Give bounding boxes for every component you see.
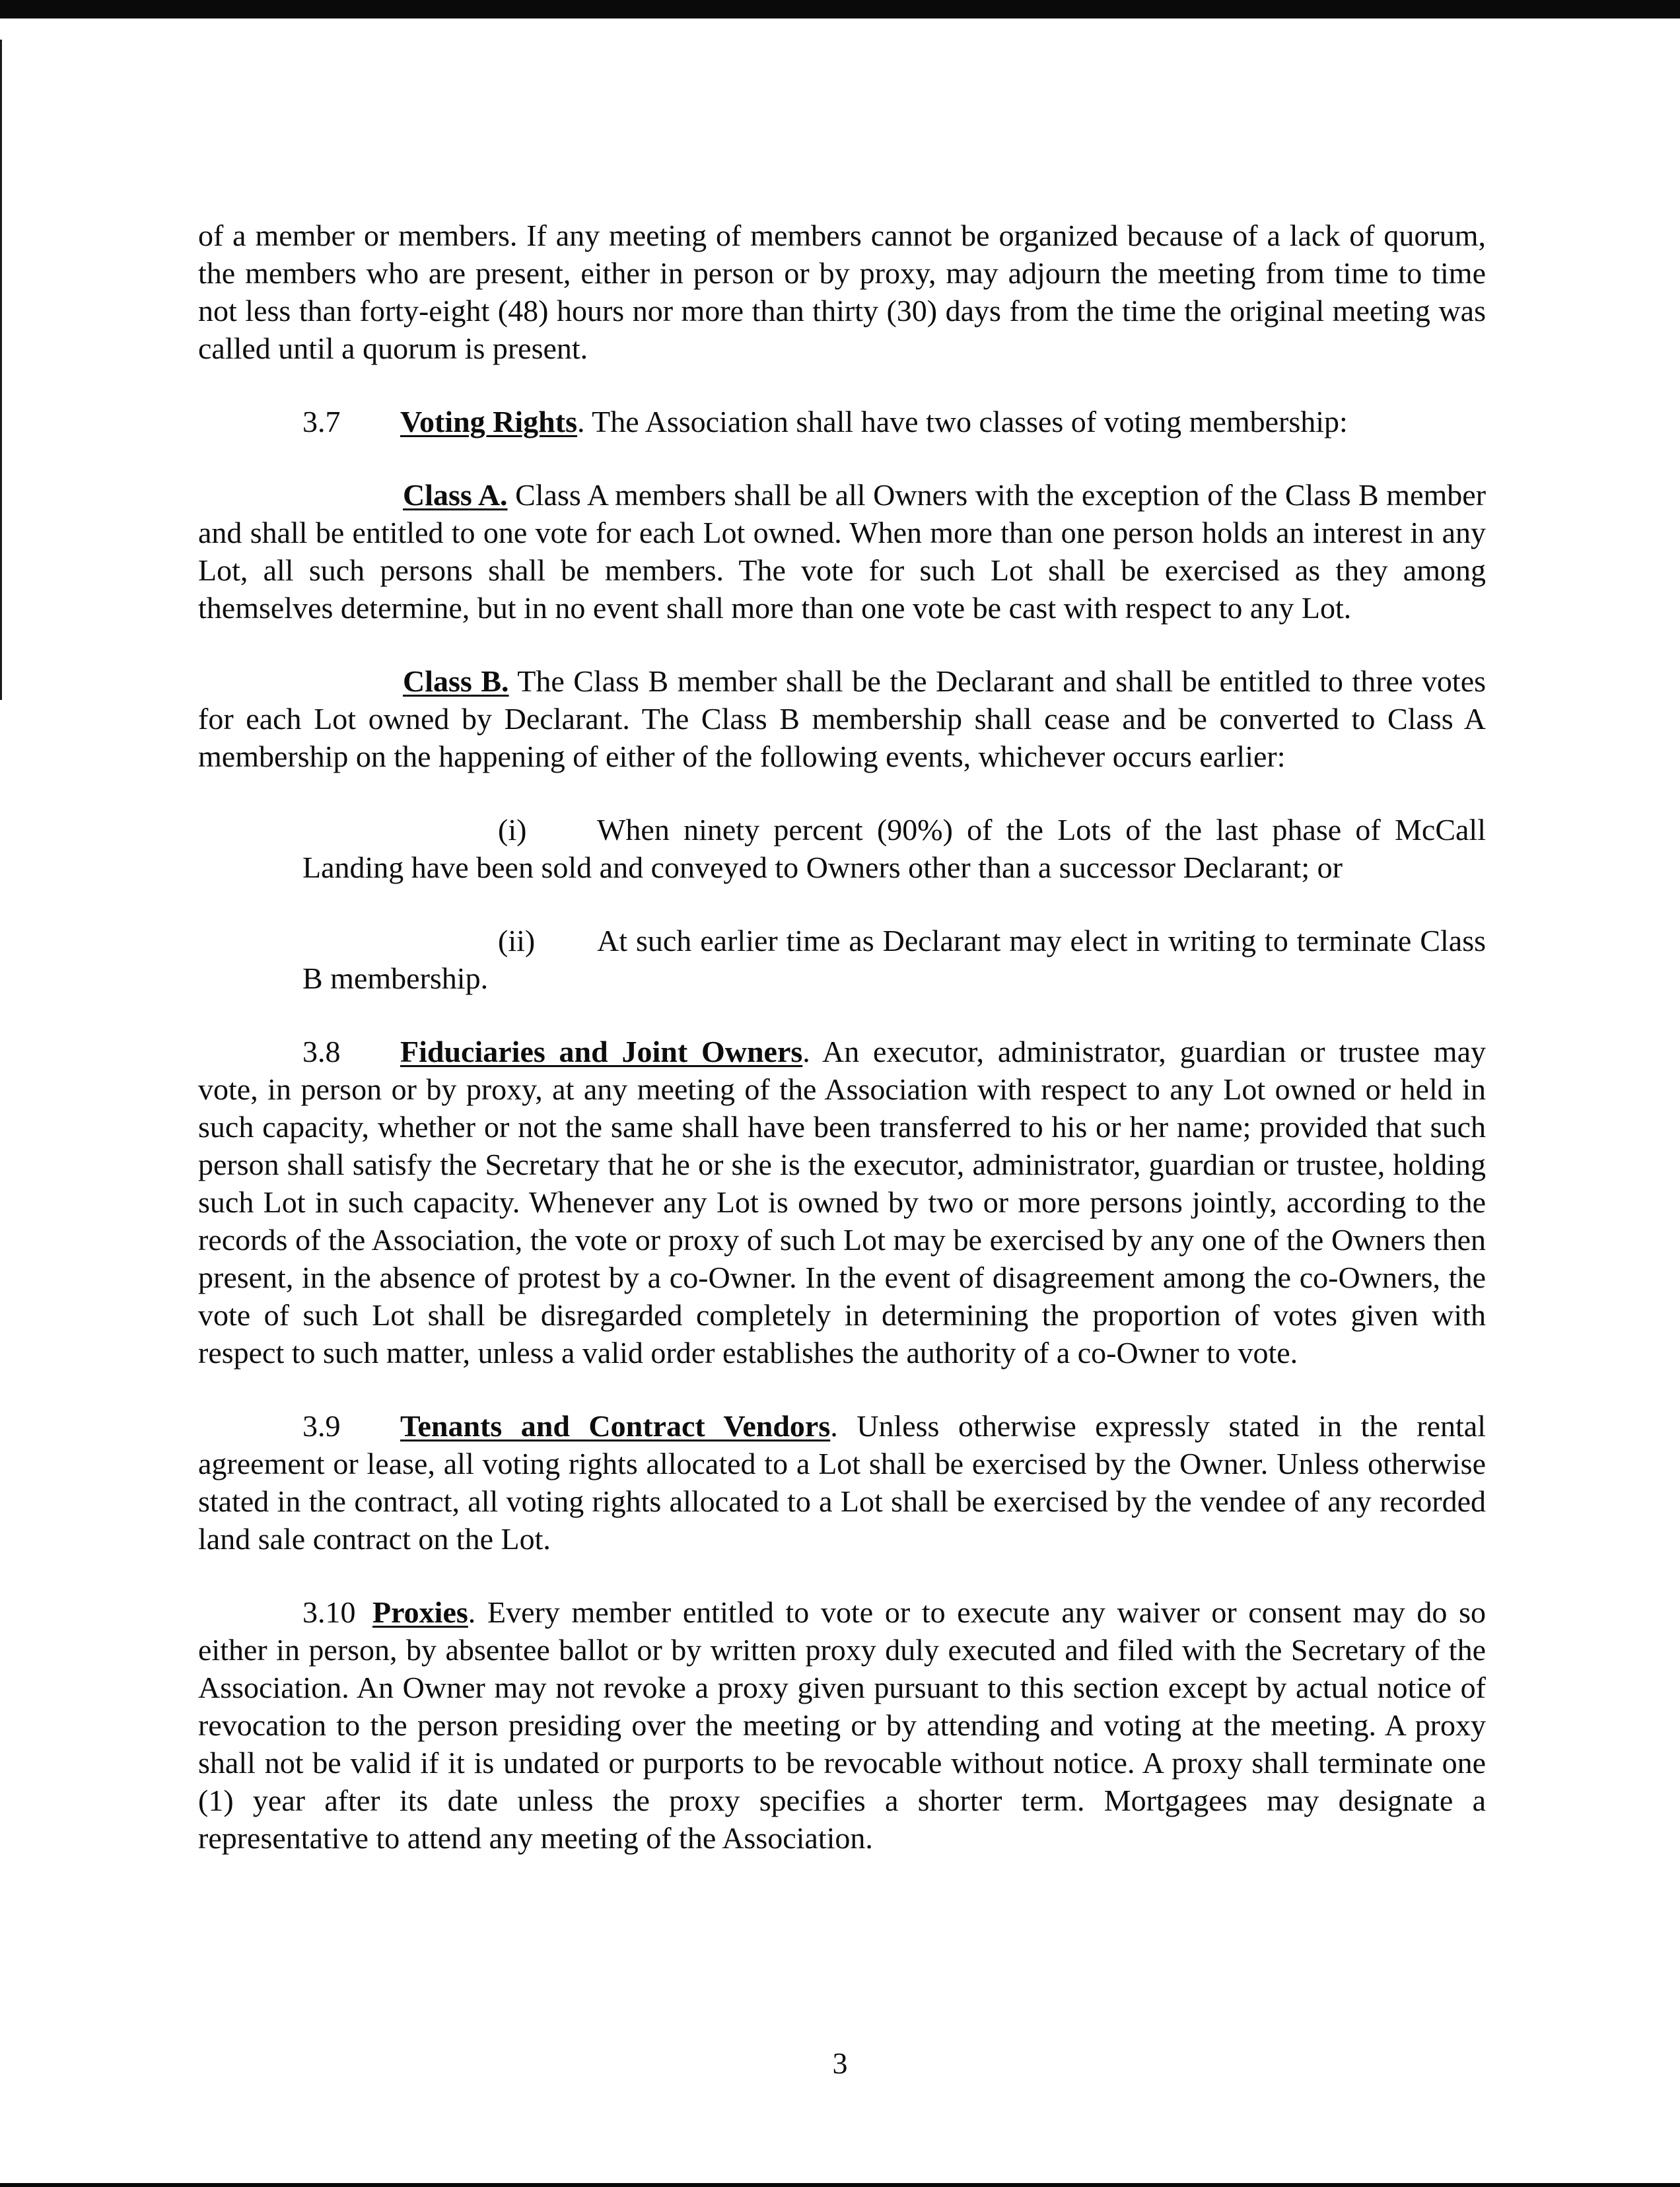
event-item-i (198, 811, 1486, 886)
page-number: 3 (832, 2046, 848, 2080)
continuation-paragraph: of a member or members. If any meeting of members cannot be organized because of a lack of quorum, the members who are present, either in person or by proxy, may adjourn the meeting from time to time not less than forty-eight (48) hours nor more than thirty (30) days from the time the original meeting was called until a quorum is present. (198, 219, 1486, 365)
class-b-heading: Class B. (403, 664, 509, 698)
event-text: When ninety percent (90%) of the Lots of the last phase of McCall Landing have been sold and conveyed to Owners other than a successor Declarant; or (302, 813, 1486, 884)
section-text: . Unless otherwise expressly stated in the rental agreement or lease, all voting rights allocated to a Lot shall be exercised by the Owner. Unless otherwise stated in the contract, all voting rights allocated to a Lot shall be exercised by the vendee of any recorded land sale contract on the Lot. (198, 1409, 1486, 1556)
event-number: (i) (498, 813, 527, 847)
section-heading: Tenants and Contract Vendors (400, 1409, 831, 1443)
class-a-heading: Class A. (403, 478, 508, 512)
section-3-10 (198, 1593, 1486, 1857)
section-heading: Fiduciaries and Joint Owners (400, 1035, 803, 1068)
class-b-text: The Class B member shall be the Declarant and shall be entitled to three votes for each Lot owned by Declarant. The Class B membership shall cease and be converted to Class A membership on the happening of either of the following events, whichever occurs earlier: (198, 664, 1487, 773)
section-heading: Proxies (372, 1595, 468, 1629)
section-number: 3.8 (302, 1035, 341, 1068)
section-text: . The Association shall have two classes of voting membership: (577, 405, 1348, 438)
document-body (198, 217, 1486, 1892)
section-number: 3.9 (302, 1409, 341, 1443)
section-3-7 (198, 403, 1486, 440)
event-item-ii (198, 922, 1486, 997)
class-a-text: Class A members shall be all Owners with the exception of the Class B member and shall be entitled to one vote for each Lot owned. When more than one person holds an interest in any Lot, all such persons shall be members. The vote for such Lot shall be exercised as they among themselves determine, but in no event shall more than one vote be cast with respect to any Lot. (198, 478, 1487, 625)
class-a-paragraph (198, 476, 1486, 627)
section-number: 3.10 (302, 1595, 356, 1629)
scan-border-bottom (0, 2183, 1680, 2187)
section-text: . Every member entitled to vote or to execute any waiver or consent may do so either in person, by absentee ballot or by written proxy duly executed and filed with the Secretary of the Association. An Owner may not revoke a proxy given pursuant to this section except by actual notice of revocation to the person presiding over the meeting or by attending and voting at the meeting. A proxy shall not be valid if it is undated or purports to be revocable without notice. A proxy shall terminate one (1) year after its date unless the proxy specifies a shorter term. Mortgagees may designate a representative to attend any meeting of the Association. (198, 1595, 1486, 1855)
section-heading: Voting Rights (400, 405, 577, 438)
section-text: . An executor, administrator, guardian or trustee may vote, in person or by proxy, at any meeting of the Association with respect to any Lot owned or held in such capacity, whether or not the same shall have been transferred to his or her name; provided that such person shall satisfy the Secretary that he or she is the executor, administrator, guardian or trustee, holding such Lot in such capacity. Whenever any Lot is owned by two or more persons jointly, according to the records of the Association, the vote or proxy of such Lot may be exercised by any one of the Owners then present, in the absence of protest by a co-Owner. In the event of disagreement among the co-Owners, the vote of such Lot shall be disregarded completely in determining the proportion of votes given with respect to such matter, unless a valid order establishes the authority of a co-Owner to vote. (198, 1035, 1486, 1370)
section-3-9 (198, 1407, 1486, 1558)
scan-border-left (0, 40, 2, 700)
class-b-paragraph (198, 662, 1486, 775)
section-3-8 (198, 1033, 1486, 1371)
event-number: (ii) (498, 924, 536, 957)
section-number: 3.7 (302, 405, 341, 438)
scan-border-top (0, 0, 1680, 18)
event-text: At such earlier time as Declarant may elect in writing to terminate Class B membership. (302, 924, 1486, 995)
